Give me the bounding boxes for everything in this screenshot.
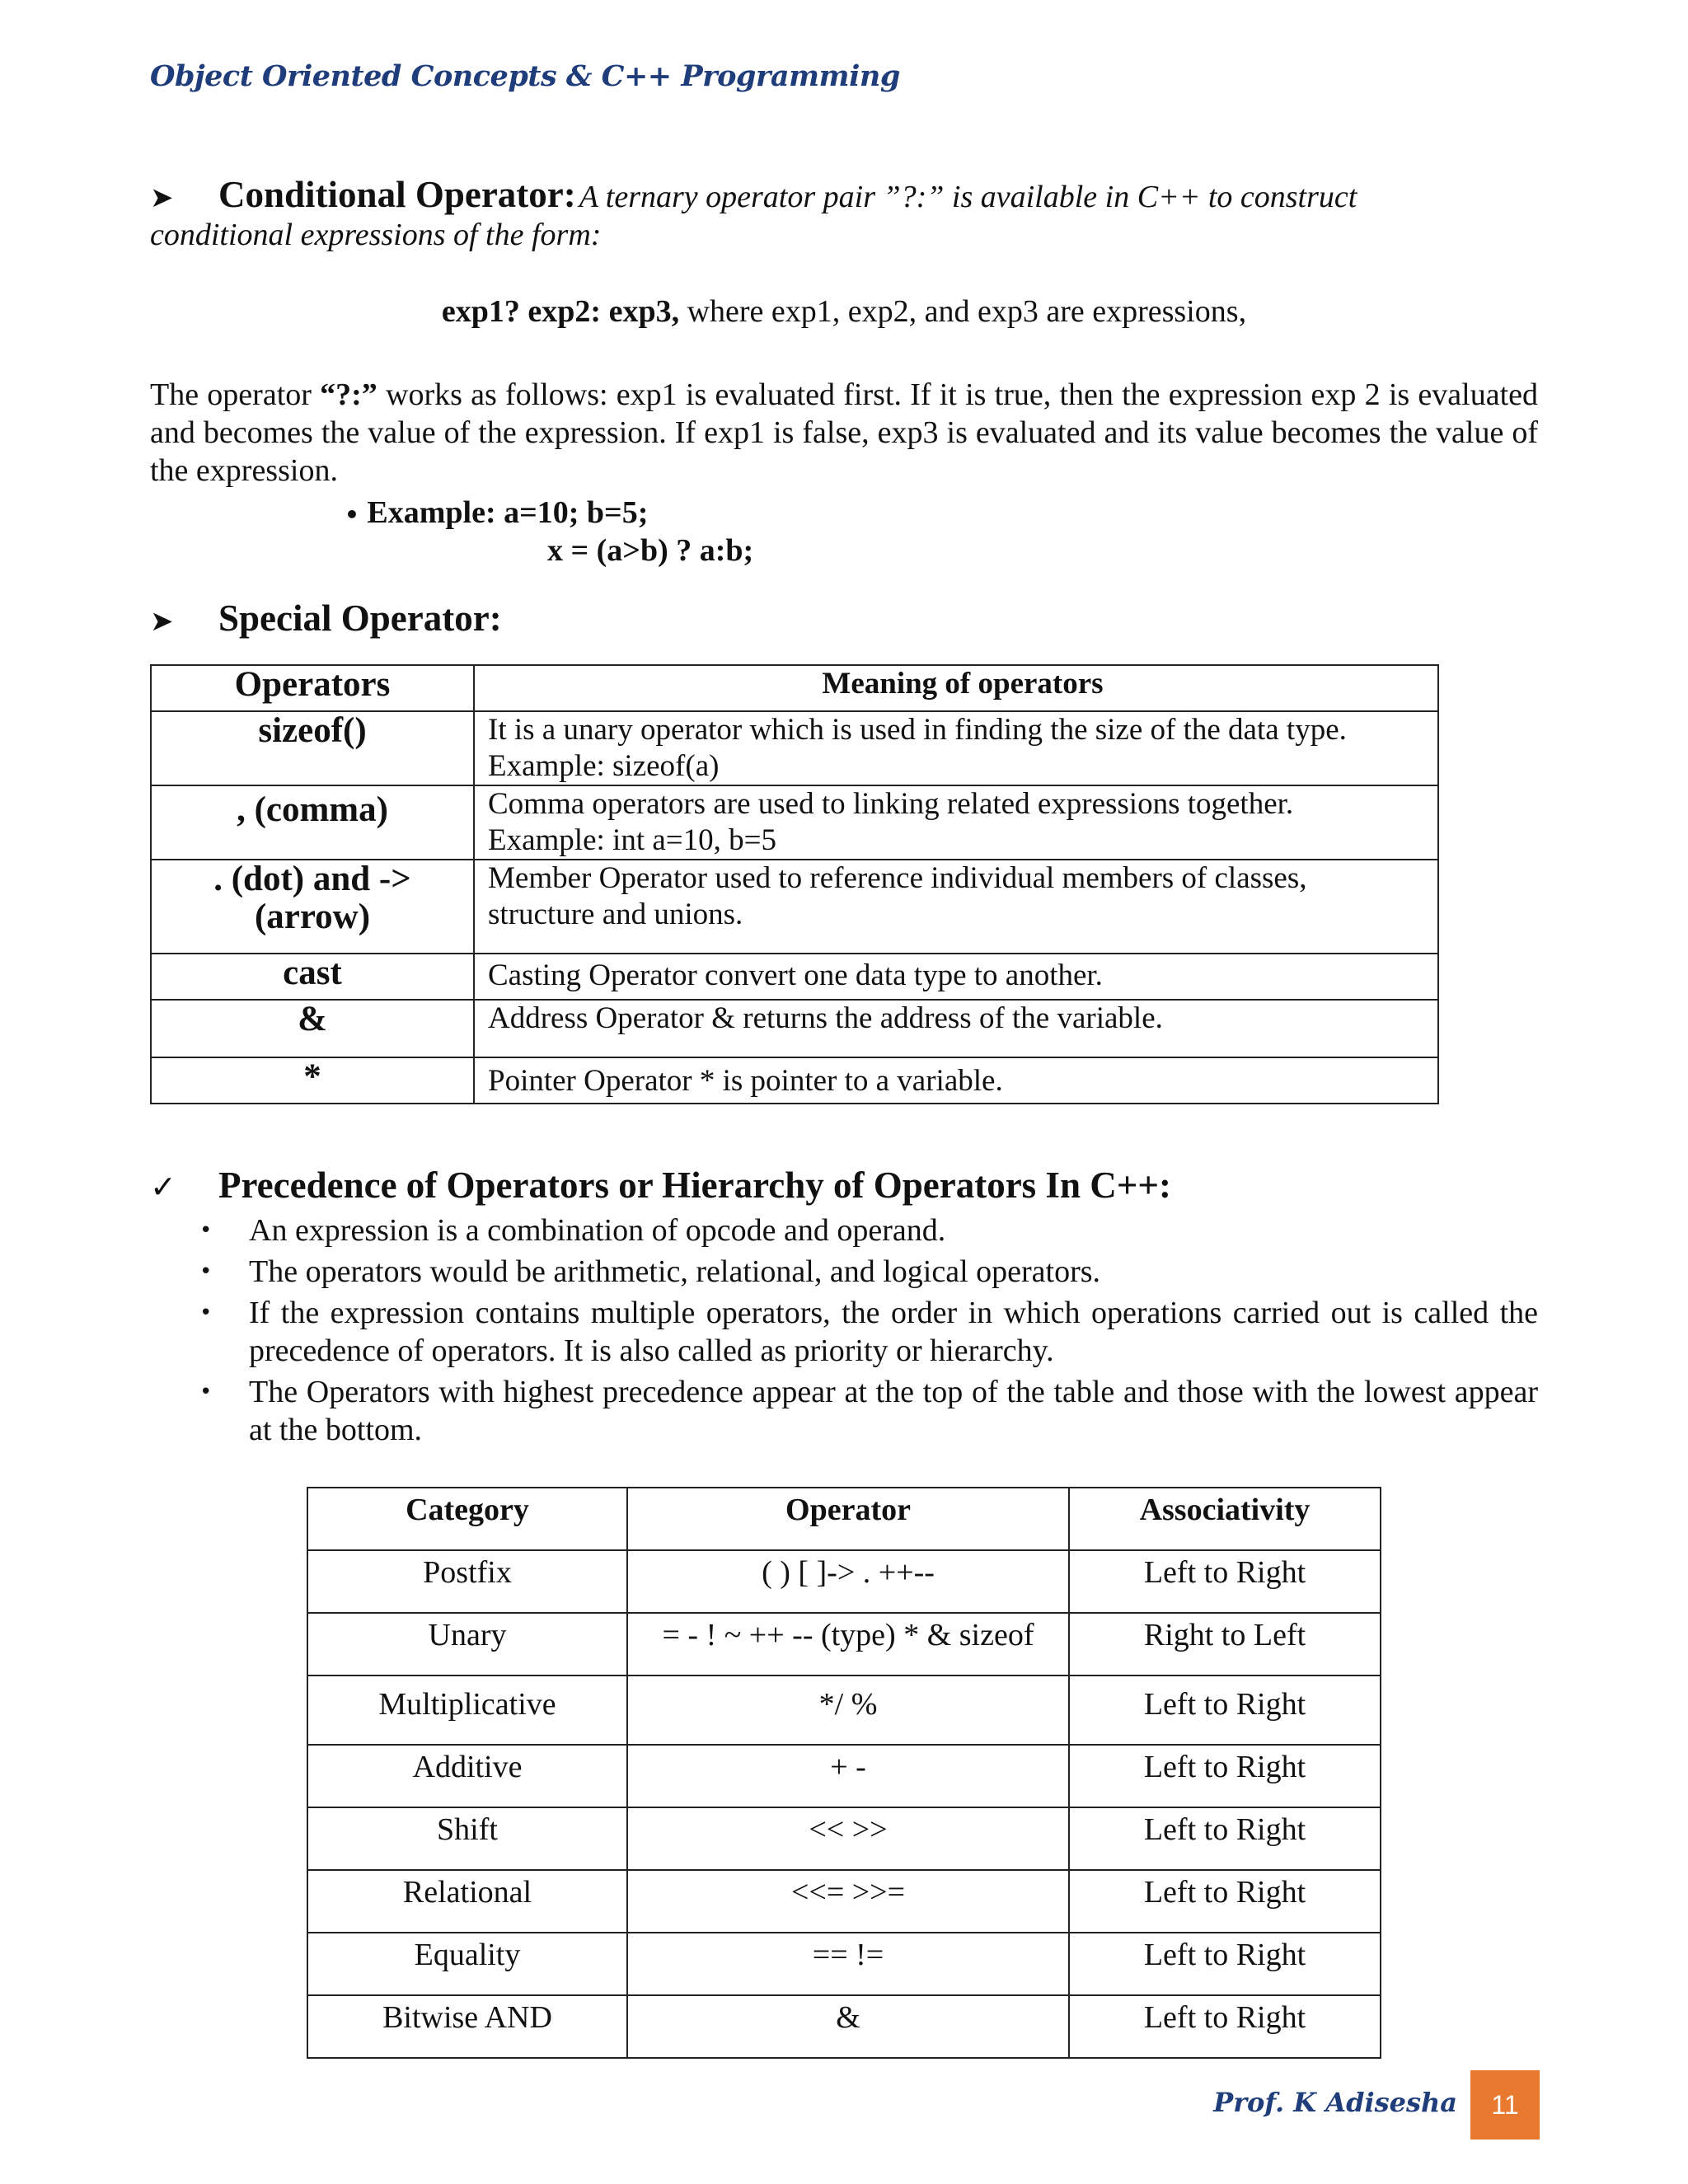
col-header-operator: Operator — [627, 1488, 1069, 1550]
conditional-explanation-rest: works as follows: exp1 is evaluated first. If it is true, then the expression exp 2 is evaluated and becomes the value of the expression. If exp1 is false, exp3 is evaluated and its value becomes the value of the expression. — [150, 377, 1538, 488]
list-item — [150, 1373, 1538, 1449]
cell-category: Shift — [307, 1807, 627, 1870]
cell-associativity: Left to Right — [1069, 1675, 1381, 1745]
special-table-row — [151, 785, 1438, 860]
page-number-badge: 11 — [1470, 2070, 1540, 2139]
special-operator-heading — [150, 597, 1538, 640]
table-row — [307, 1995, 1381, 2058]
special-row-operator: cast — [151, 954, 474, 1000]
special-row-operator: sizeof() — [151, 711, 474, 785]
cell-associativity: Left to Right — [1069, 1807, 1381, 1870]
special-row-meaning-line-1: It is a unary operator which is used in finding the size of the data type. — [488, 713, 1347, 747]
special-table-row — [151, 1000, 1438, 1057]
cell-category: Bitwise AND — [307, 1995, 627, 2058]
conditional-formula-description: where exp1, exp2, and exp3 are expressions, — [679, 294, 1247, 329]
bullet-icon: • — [199, 1301, 213, 1325]
table-row — [307, 1807, 1381, 1870]
cell-operator: */ % — [627, 1675, 1069, 1745]
arrow-bullet-icon: ➤ — [150, 605, 174, 638]
special-row-meaning — [474, 785, 1438, 860]
special-operator-title: Special Operator: — [218, 598, 502, 639]
cell-associativity: Left to Right — [1069, 1995, 1381, 2058]
col-header-associativity: Associativity — [1069, 1488, 1381, 1550]
checkmark-icon: ✓ — [150, 1169, 176, 1205]
conditional-operator-title: Conditional Operator: — [218, 174, 576, 215]
page-header-title: Object Oriented Concepts & C++ Programming — [150, 59, 900, 93]
special-table-row — [151, 860, 1438, 954]
cell-operator: <<= >>= — [627, 1870, 1069, 1933]
conditional-operator-heading — [150, 173, 1538, 216]
special-row-operator: * — [151, 1057, 474, 1104]
special-table-row — [151, 1057, 1438, 1104]
cell-associativity: Left to Right — [1069, 1933, 1381, 1995]
conditional-example-line-1 — [345, 494, 648, 531]
bullet-icon: • — [199, 1259, 213, 1284]
special-table-row — [151, 711, 1438, 785]
list-item-text: The Operators with highest precedence appear at the top of the table and those with the lowest appear at the bottom. — [249, 1375, 1538, 1447]
cell-operator: ( ) [ ]-> . ++-- — [627, 1550, 1069, 1613]
cell-category: Multiplicative — [307, 1675, 627, 1745]
special-row-operator: & — [151, 1000, 474, 1057]
table-row — [307, 1613, 1381, 1675]
bullet-icon: • — [345, 501, 359, 528]
conditional-example-line-2: x = (a>b) ? a:b; — [547, 533, 754, 568]
precedence-table-header-row — [307, 1488, 1381, 1550]
special-col-operators: Operators — [151, 665, 474, 711]
special-row-meaning-line-2: Example: int a=10, b=5 — [488, 823, 777, 857]
special-row-meaning-line-1: Comma operators are used to linking related expressions together. — [488, 787, 1294, 821]
table-row — [307, 1933, 1381, 1995]
list-item-text: If the expression contains multiple operators, the order in which operations carried out is called the precedence of operators. It is also called as priority or hierarchy. — [249, 1296, 1538, 1368]
precedence-title: Precedence of Operators or Hierarchy of Operators In C++: — [218, 1165, 1171, 1206]
conditional-formula-expression: exp1? exp2: exp3, — [441, 294, 680, 329]
special-row-meaning-line-2: structure and unions. — [488, 898, 743, 931]
cell-category: Equality — [307, 1933, 627, 1995]
special-table-row — [151, 954, 1438, 1000]
bullet-icon: • — [199, 1218, 213, 1243]
cell-associativity: Left to Right — [1069, 1550, 1381, 1613]
special-row-operator — [151, 860, 474, 954]
conditional-operator-lead: A ternary operator pair ”?:” is available in C++ to construct — [579, 180, 1357, 214]
special-row-operator: , (comma) — [151, 785, 474, 860]
cell-category: Unary — [307, 1613, 627, 1675]
table-row — [307, 1675, 1381, 1745]
arrow-bullet-icon: ➤ — [150, 181, 174, 214]
special-operators-table — [150, 664, 1439, 1104]
cell-category: Postfix — [307, 1550, 627, 1613]
conditional-example-text-1: Example: a=10; b=5; — [367, 495, 649, 530]
special-row-meaning: Casting Operator convert one data type to another. — [474, 954, 1438, 1000]
table-row — [307, 1870, 1381, 1933]
cell-category: Additive — [307, 1745, 627, 1807]
special-row-operator-line-1: . (dot) and -> — [213, 860, 411, 898]
conditional-explanation — [150, 376, 1538, 490]
cell-associativity: Left to Right — [1069, 1745, 1381, 1807]
cell-operator: = - ! ~ ++ -- (type) * & sizeof — [627, 1613, 1069, 1675]
footer-author: Prof. K Adisesha — [1213, 2087, 1457, 2118]
special-row-meaning: Address Operator & returns the address of the variable. — [474, 1000, 1438, 1057]
col-header-category: Category — [307, 1488, 627, 1550]
special-row-operator-line-2: (arrow) — [254, 898, 371, 936]
conditional-operator-symbol: “?:” — [320, 377, 377, 412]
list-item — [150, 1253, 1538, 1291]
cell-category: Relational — [307, 1870, 627, 1933]
list-item-text: The operators would be arithmetic, relational, and logical operators. — [249, 1254, 1101, 1289]
precedence-table — [307, 1487, 1381, 2059]
special-row-meaning-line-1: Member Operator used to reference individual members of classes, — [488, 861, 1307, 895]
list-item-text: An expression is a combination of opcode and operand. — [249, 1213, 946, 1248]
special-table-header-row — [151, 665, 1438, 711]
cell-operator: + - — [627, 1745, 1069, 1807]
conditional-formula — [0, 293, 1688, 330]
table-row — [307, 1745, 1381, 1807]
special-col-meaning: Meaning of operators — [474, 665, 1438, 711]
list-item — [150, 1212, 1538, 1249]
cell-operator: << >> — [627, 1807, 1069, 1870]
cell-associativity: Right to Left — [1069, 1613, 1381, 1675]
cell-operator: & — [627, 1995, 1069, 2058]
special-row-meaning: Pointer Operator * is pointer to a variable. — [474, 1057, 1438, 1104]
conditional-explanation-start: The operator — [150, 377, 321, 412]
precedence-bullet-list — [150, 1212, 1538, 1452]
special-row-meaning — [474, 860, 1438, 954]
special-row-meaning — [474, 711, 1438, 785]
precedence-heading — [150, 1164, 1538, 1207]
table-row — [307, 1550, 1381, 1613]
cell-operator: == != — [627, 1933, 1069, 1995]
conditional-operator-lead-continued: conditional expressions of the form: — [150, 218, 602, 252]
special-row-meaning-line-2: Example: sizeof(a) — [488, 749, 720, 783]
cell-associativity: Left to Right — [1069, 1870, 1381, 1933]
list-item — [150, 1294, 1538, 1370]
bullet-icon: • — [199, 1380, 213, 1404]
